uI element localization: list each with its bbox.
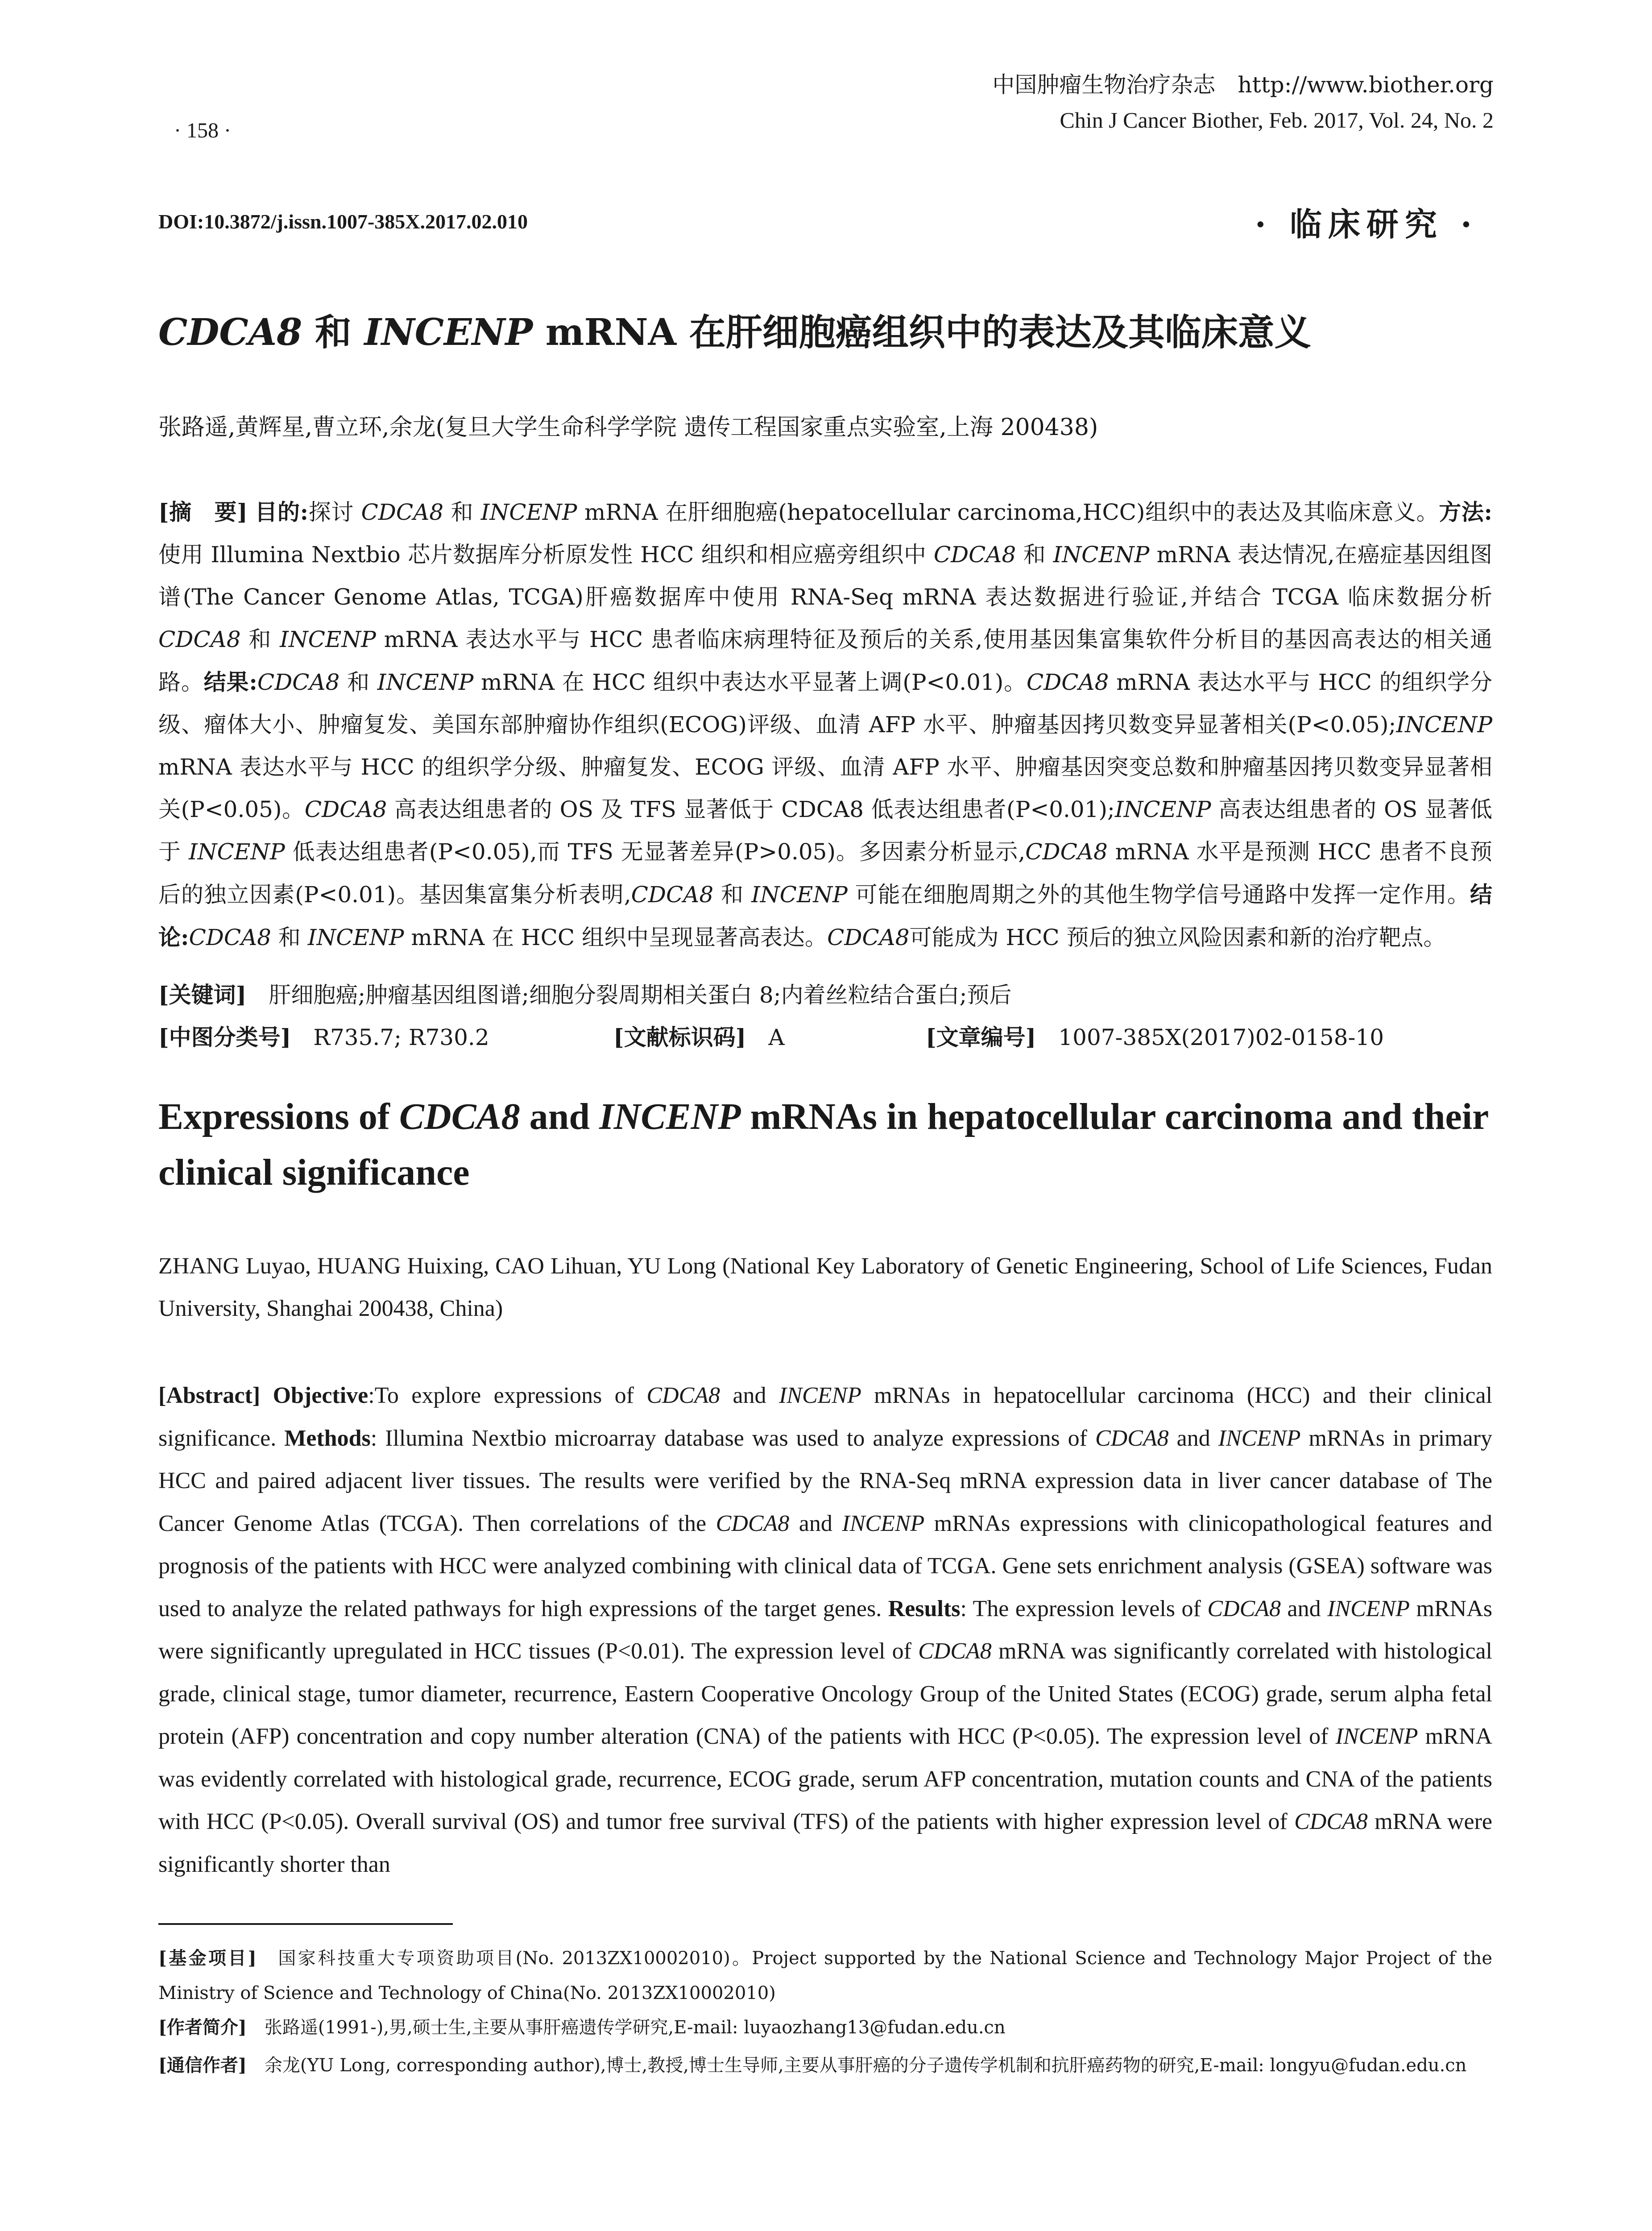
- title-gene: INCENP: [364, 311, 533, 354]
- article-label: [文章编号]: [926, 1024, 1036, 1050]
- journal-name-cn: 中国肿瘤生物治疗杂志 http://www.biother.org: [992, 72, 1494, 98]
- corr-label: [通信作者]: [158, 2055, 247, 2076]
- gene: CDCA8: [918, 1638, 992, 1664]
- title-text: mRNAs in hepatocellular carcinoma and their clinical significance: [158, 1096, 1488, 1193]
- text: mRNA was evidently correlated with histological grade, recurrence, ECOG grade, serum AFP concentration, mutation counts and CNA of the patients with HCC (P<0.05). Overall survival (OS) and tumor free survival (TFS) of the patients with higher expression level of: [158, 1724, 1492, 1834]
- text: and: [1168, 1425, 1218, 1451]
- bio-label: [作者简介]: [158, 2017, 247, 2038]
- doi: DOI:10.3872/j.issn.1007-385X.2017.02.010: [158, 210, 528, 233]
- gene: INCENP: [1335, 1724, 1418, 1749]
- text: 低表达组患者(P<0.05),而 TFS 无显著差异(P>0.05)。多因素分析显示,: [285, 839, 1026, 865]
- page-number: · 158 ·: [174, 119, 231, 142]
- gene: INCENP: [1327, 1596, 1410, 1621]
- text: 和: [240, 626, 280, 652]
- gene: CDCA8: [716, 1510, 790, 1536]
- gene: INCENP: [1053, 542, 1150, 568]
- gene: CDCA8: [646, 1383, 720, 1408]
- footnote-author-bio: [158, 2010, 1492, 2045]
- article-number: [926, 1020, 1384, 1052]
- text: 高表达组患者的 OS 及 TFS 显著低于 CDCA8 低表达组患者(P<0.01);: [387, 796, 1115, 822]
- footnote-divider: [158, 1923, 453, 1925]
- section-label: · 临床研究 ·: [1255, 205, 1478, 243]
- text: mRNAs in primary HCC and paired adjacent liver tissues. The results were verified by the RNA-Seq mRNA expression data in liver cancer database of The Cancer Genome Atlas (TCGA). Then correlations of the: [158, 1425, 1492, 1536]
- gene: CDCA8: [189, 925, 271, 950]
- clc-label: [中图分类号]: [158, 1024, 291, 1050]
- abstract-label: [Abstract]: [158, 1383, 261, 1408]
- corr-text: 余龙(YU Long, corresponding author),博士,教授,博士生导师,主要从事肝癌的分子遗传学机制和抗肝癌药物的研究,E-mail: longyu@fudan.edu.cn: [246, 2055, 1467, 2076]
- title-text: Expressions of: [158, 1096, 399, 1137]
- bio-text: 张路遥(1991-),男,硕士生,主要从事肝癌遗传学研究,E-mail: luyaozhang13@fudan.edu.cn: [246, 2017, 1006, 2038]
- text: : Illumina Nextbio microarray database was used to analyze expressions of: [370, 1425, 1095, 1451]
- text: 和: [443, 499, 481, 525]
- gene: CDCA8: [361, 499, 444, 525]
- gene: INCENP: [188, 839, 285, 865]
- text: mRNA 表达水平与 HCC 的组织学分级、瘤体大小、肿瘤复发、美国东部肿瘤协作组织(ECOG)评级、血清 AFP 水平、肿瘤基因拷贝数变异显著相关(P<0.05);: [158, 669, 1492, 738]
- gene: INCENP: [842, 1510, 925, 1536]
- fund-label: [基金项目]: [158, 1948, 257, 1969]
- text: and: [1281, 1596, 1328, 1621]
- gene: CDCA8: [257, 669, 340, 695]
- authors-en: ZHANG Luyao, HUANG Huixing, CAO Lihuan, YU Long (National Key Laboratory of Genetic Engineering, School of Life Sciences, Fudan University, Shanghai 200438, China): [158, 1253, 1492, 1321]
- gene: CDCA8: [827, 925, 910, 950]
- methods-label: 方法:: [1439, 499, 1492, 525]
- text: mRNA 表达水平与 HCC 的组织学分级、肿瘤复发、ECOG 评级、血清 AFP 水平、肿瘤基因突变总数和肿瘤基因拷贝数变异显著相关(P<0.05)。: [158, 754, 1492, 822]
- text: mRNA 表达水平与 HCC 患者临床病理特征及预后的关系,使用基因集富集软件分析目的基因高表达的相关通路。: [158, 626, 1492, 695]
- gene: CDCA8: [1026, 669, 1109, 695]
- doc-value: A: [746, 1024, 785, 1050]
- doc-label: [文献标识码]: [613, 1024, 746, 1050]
- text: mRNA was significantly correlated with histological grade, clinical stage, tumor diameter, recurrence, Eastern Cooperative Oncology Group of the United States (ECOG) grade, serum alpha fetal protein (AFP) concentration and copy number alteration (CNA) of the patients with HCC (P<0.05). The expression level of: [158, 1638, 1492, 1749]
- gene: CDCA8: [1095, 1425, 1169, 1451]
- clc-value: R735.7; R730.2: [291, 1024, 489, 1050]
- gene: INCENP: [480, 499, 577, 525]
- gene: INCENP: [1114, 796, 1211, 822]
- abstract-label: [摘 要]: [158, 499, 248, 525]
- gene: INCENP: [307, 925, 404, 950]
- gene: CDCA8: [933, 542, 1016, 568]
- results-label: 结果:: [203, 669, 257, 695]
- gene: INCENP: [377, 669, 474, 695]
- title-text: mRNA 在肝细胞癌组织中的表达及其临床意义: [533, 311, 1311, 354]
- text: 探讨: [308, 499, 361, 525]
- text: 可能在细胞周期之外的其他生物学信号通路中发挥一定作用。: [847, 882, 1470, 908]
- text: mRNAs in hepatocellular carcinoma (HCC) and their clinical significance.: [158, 1383, 1493, 1451]
- gene: INCENP: [280, 626, 376, 652]
- footnote-fund: [158, 1941, 1492, 2011]
- title-gene: CDCA8: [158, 311, 302, 354]
- gene: CDCA8: [1025, 839, 1108, 865]
- text: mRNA 水平是预测 HCC 患者不良预后的独立因素(P<0.01)。基因集富集分析表明,: [158, 839, 1492, 908]
- text: 和: [713, 882, 752, 908]
- methods-label: Methods: [284, 1425, 371, 1451]
- footnote-corresponding-author: [158, 2048, 1492, 2083]
- title-en: [158, 1089, 1497, 1200]
- gene: CDCA8: [158, 626, 241, 652]
- gene: INCENP: [1396, 712, 1492, 738]
- gene: CDCA8: [304, 796, 387, 822]
- text: mRNA 在 HCC 组织中呈现显著高表达。: [404, 925, 828, 950]
- title-text: and: [520, 1096, 600, 1137]
- text: 和: [340, 669, 377, 695]
- text: 和: [271, 925, 308, 950]
- clc-number: [158, 1020, 489, 1052]
- text: mRNA 在 HCC 组织中表达水平显著上调(P<0.01)。: [473, 669, 1027, 695]
- keywords: [158, 977, 1492, 1009]
- text: mRNAs expressions with clinicopathological features and prognosis of the patients with HCC were analyzed combining with clinical data of TCGA. Gene sets enrichment analysis (GSEA) software was used to analyze the related pathways for high expressions of the target genes.: [158, 1510, 1492, 1621]
- gene: CDCA8: [631, 882, 714, 908]
- objective-label: 目的:: [255, 499, 309, 525]
- text: and: [720, 1383, 779, 1408]
- text: :To explore expressions of: [368, 1383, 647, 1408]
- text: mRNA 表达情况,在癌症基因组图谱(The Cancer Genome Atlas, TCGA)肝癌数据库中使用 RNA-Seq mRNA 表达数据进行验证,并结合 TCGA 临床数据分析: [158, 542, 1492, 610]
- text: and: [789, 1510, 842, 1536]
- text: mRNAs were significantly upregulated in HCC tissues (P<0.01). The expression level of: [158, 1596, 1492, 1664]
- keywords-label: [关键词]: [158, 982, 247, 1008]
- results-label: Results: [888, 1596, 961, 1621]
- text: 和: [1016, 542, 1053, 568]
- document-code: [613, 1020, 784, 1052]
- text: mRNA were significantly shorter than: [158, 1809, 1492, 1877]
- objective-label: Objective: [273, 1383, 368, 1408]
- abstract-cn: [158, 491, 1492, 959]
- authors-cn: 张路遥,黄辉星,曹立环,余龙(复旦大学生命科学学院 遗传工程国家重点实验室,上海 200438): [158, 414, 1098, 441]
- gene: CDCA8: [1207, 1596, 1281, 1621]
- text: : The expression levels of: [960, 1596, 1208, 1621]
- gene: INCENP: [778, 1383, 861, 1408]
- text: 可能成为 HCC 预后的独立风险因素和新的治疗靶点。: [909, 925, 1446, 950]
- gene: INCENP: [751, 882, 848, 908]
- abstract-en: [158, 1374, 1492, 1886]
- title-cn: [158, 303, 1497, 356]
- gene: CDCA8: [1294, 1809, 1368, 1834]
- text: 使用 Illumina Nextbio 芯片数据库分析原发性 HCC 组织和相应癌旁组织中: [158, 542, 934, 568]
- gene: INCENP: [1218, 1425, 1301, 1451]
- title-gene: INCENP: [599, 1096, 741, 1137]
- title-gene: CDCA8: [399, 1096, 520, 1137]
- fund-text: 国家科技重大专项资助项目(No. 2013ZX10002010)。Project supported by the National Science and Technology Major Project of the Ministry of Science and Technology of China(No. 2013ZX10002010): [158, 1948, 1492, 2003]
- title-text: 和: [302, 311, 364, 354]
- keywords-text: 肝细胞癌;肿瘤基因组图谱;细胞分裂周期相关蛋白 8;内着丝粒结合蛋白;预后: [246, 982, 1012, 1008]
- article-value: 1007-385X(2017)02-0158-10: [1036, 1024, 1384, 1050]
- journal-citation-en: Chin J Cancer Biother, Feb. 2017, Vol. 24, No. 2: [1060, 108, 1494, 133]
- text: mRNA 在肝细胞癌(hepatocellular carcinoma,HCC)组织中的表达及其临床意义。: [577, 499, 1439, 525]
- conclusion-label: 结论:: [158, 881, 1492, 950]
- text: 高表达组患者的 OS 显著低于: [158, 796, 1492, 865]
